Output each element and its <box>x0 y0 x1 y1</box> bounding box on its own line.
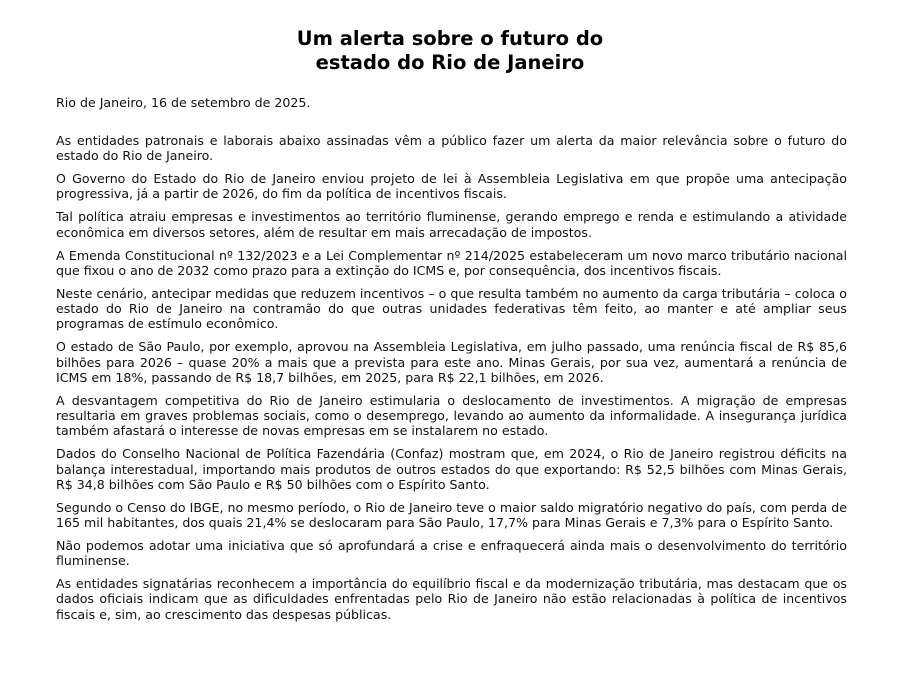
title-line-1: Um alerta sobre o futuro do <box>296 27 604 50</box>
document-title <box>150 27 750 75</box>
document-body <box>56 133 847 630</box>
paragraph-6: O estado de São Paulo, por exemplo, aprovou na Assembleia Legislativa, em julho passado, uma renúncia fiscal de R$ 85,6 bilhões para 2026 – quase 20% a mais que a prevista para este ano. Minas Gerais, por sua vez, aumentará a renúncia de ICMS em 18%, passando de R$ 18,7 bilhões, em 2025, para R$ 22,1 bilhões, em 2026. <box>56 339 847 385</box>
paragraph-8: Dados do Conselho Nacional de Política Fazendária (Confaz) mostram que, em 2024, o Rio de Janeiro registrou déficits na balança interestadual, importando mais produtos de outros estados do que exportando: R$ 52,5 bilhões com Minas Gerais, R$ 34,8 bilhões com São Paulo e R$ 50 bilhões com o Espírito Santo. <box>56 446 847 492</box>
title-line-2: estado do Rio de Janeiro <box>315 51 585 74</box>
paragraph-1: As entidades patronais e laborais abaixo assinadas vêm a público fazer um alerta da maior relevância sobre o futuro do estado do Rio de Janeiro. <box>56 133 847 164</box>
paragraph-3: Tal política atraiu empresas e investimentos ao território fluminense, gerando emprego e renda e estimulando a atividade econômica em diversos setores, além de resultar em mais arrecadação de impostos. <box>56 209 847 240</box>
paragraph-5: Neste cenário, antecipar medidas que reduzem incentivos – o que resulta também no aumento da carga tributária – coloca o estado do Rio de Janeiro na contramão do que outras unidades federativas têm feito, ao manter e até ampliar seus programas de estímulo econômico. <box>56 285 847 332</box>
dateline: Rio de Janeiro, 16 de setembro de 2025. <box>56 95 311 110</box>
paragraph-11: As entidades signatárias reconhecem a importância do equilíbrio fiscal e da modernização tributária, mas destacam que os dados oficiais indicam que as dificuldades enfrentadas pelo Rio de Janeiro não estão relacionadas à política de incentivos fiscais e, sim, ao crescimento das despesas públicas. <box>56 576 847 622</box>
paragraph-9: Segundo o Censo do IBGE, no mesmo período, o Rio de Janeiro teve o maior saldo migratório negativo do país, com perda de 165 mil habitantes, dos quais 21,4% se deslocaram para São Paulo, 17,7% para Minas Gerais e 7,3% para o Espírito Santo. <box>56 499 847 530</box>
paragraph-4: A Emenda Constitucional nº 132/2023 e a Lei Complementar nº 214/2025 estabeleceram um novo marco tributário nacional que fixou o ano de 2032 como prazo para a extinção do ICMS e, por consequência, dos incentivos fiscais. <box>56 247 847 278</box>
paragraph-7: A desvantagem competitiva do Rio de Janeiro estimularia o deslocamento de investimentos. A migração de empresas resultaria em graves problemas sociais, como o desemprego, levando ao aumento da informalidade. A insegurança jurídica também afastará o interesse de novas empresas em se instalarem no estado. <box>56 392 847 439</box>
paragraph-2: O Governo do Estado do Rio de Janeiro enviou projeto de lei à Assembleia Legislativa em que propõe uma antecipação progressiva, já a partir de 2026, do fim da política de incentivos fiscais. <box>56 171 847 202</box>
paragraph-10: Não podemos adotar uma iniciativa que só aprofundará a crise e enfraquecerá ainda mais o desenvolvimento do território fluminense. <box>56 537 847 569</box>
